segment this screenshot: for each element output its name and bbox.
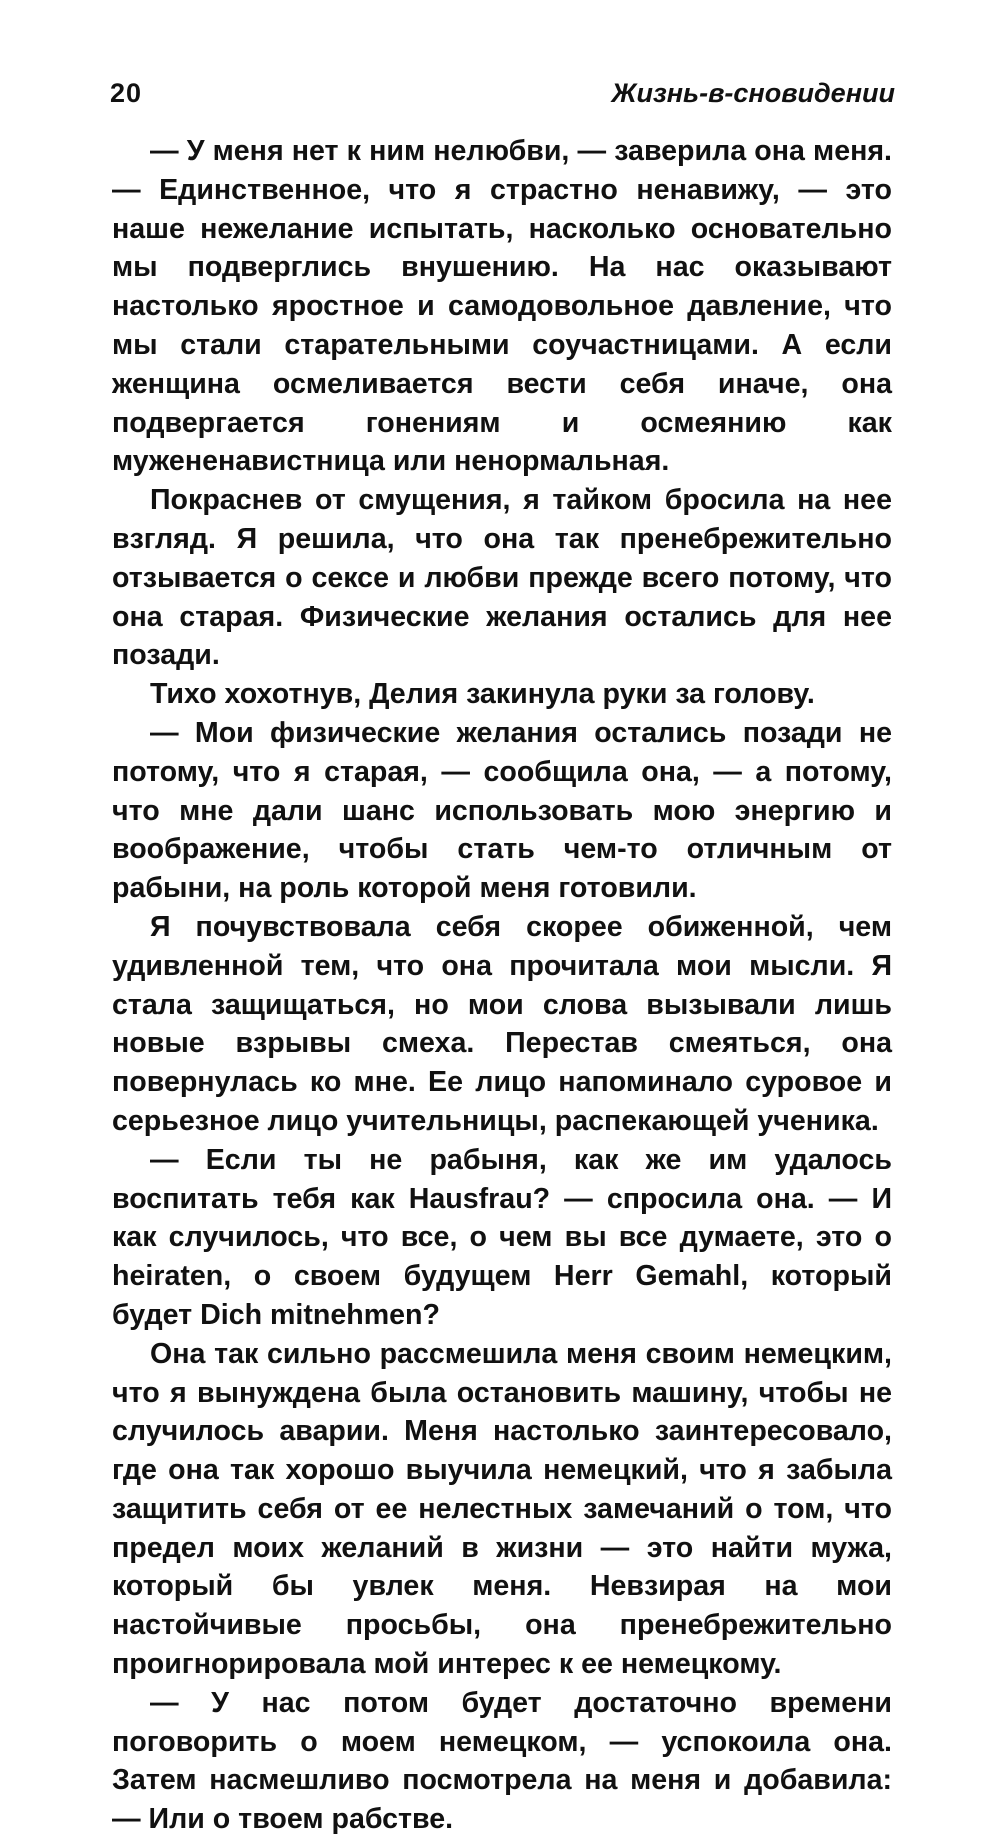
text-body	[112, 132, 892, 1839]
running-head	[110, 78, 895, 122]
paragraph-3: Тихо хохотнув, Делия закинула руки за голову.	[150, 678, 815, 711]
paragraph-1: — У меня нет к ним нелюбви, — заверила она меня. — Единственное, что я страстно ненавижу, — это наше нежелание испытать, насколько основательно мы подверглись внушению. На нас оказывают настолько яростное и самодовольное давление, что мы стали старательными соучастницами. А если женщина осмеливается вести себя иначе, она подвергается гонениям и осмеянию как мужененавистница или ненормальная.	[112, 135, 892, 478]
page-number: 20	[110, 78, 143, 108]
paragraph-2: Покраснев от смущения, я тайком бросила на нее взгляд. Я решила, что она так пренебрежительно отзывается о сексе и любви прежде всего потому, что она старая. Физические желания остались для нее позади.	[112, 484, 892, 672]
paragraph-8: — У нас потом будет достаточно времени поговорить о моем немецком, — успокоила она. Затем насмешливо посмотрела на меня и добавила: — Или о твоем рабстве.	[112, 1686, 892, 1836]
paragraph-5: Я почувствовала себя скорее обиженной, чем удивленной тем, что она прочитала мои мысли. Я стала защищаться, но мои слова вызывали лишь новые взрывы смеха. Перестав смеяться, она повернулась ко мне. Ее лицо напоминало суровое и серьезное лицо учительницы, распекающей ученика.	[112, 910, 892, 1137]
paragraph-4: — Мои физические желания остались позади не потому, что я старая, — сообщила она, — а потому, что мне дали шанс использовать мою энергию и воображение, чтобы стать чем-то отличным от рабыни, на роль которой меня готовили.	[112, 716, 892, 905]
paragraph-7: Она так сильно рассмешила меня своим немецким, что я вынуждена была остановить машину, чтобы не случилось аварии. Меня настолько заинтересовало, где она так хорошо выучила немецкий, что я забыла защитить себя от ее нелестных замечаний о том, что предел моих желаний в жизни — это найти мужа, который бы увлек меня. Невзирая на мои настойчивые просьбы, она пренебрежительно проигнорировала мой интерес к ее немецкому.	[112, 1337, 892, 1681]
paragraph-6: — Если ты не рабыня, как же им удалось воспитать тебя как Hausfrau? — спросила она. — И как случилось, что все, о чем вы все думаете, это о heiraten, о своем будущем Herr Gemahl, который будет Dich mitnehmen?	[112, 1143, 892, 1331]
running-title: Жизнь-в-сновидении	[611, 78, 895, 108]
